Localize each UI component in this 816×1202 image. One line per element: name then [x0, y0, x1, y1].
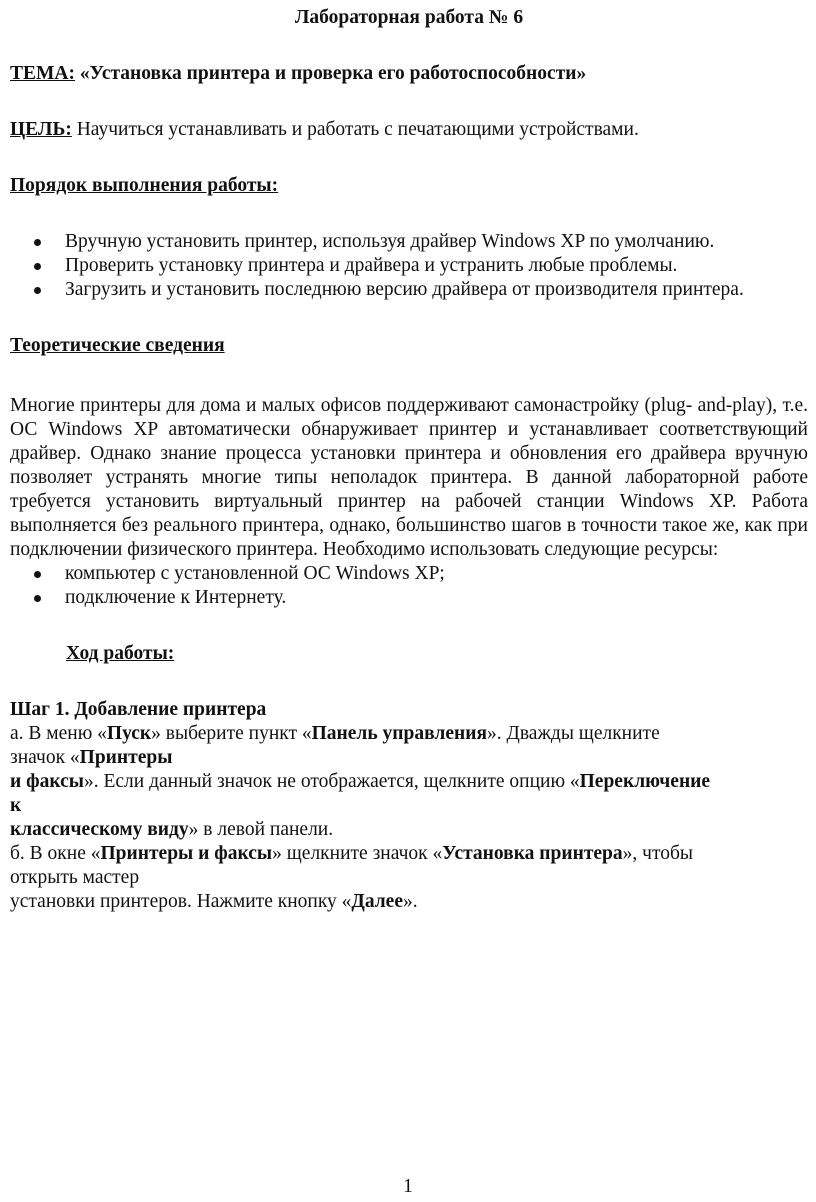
theory-paragraph: Многие принтеры для дома и малых офисов поддерживают самонастройку (plug- and-play), т.е. ОС Windows XP автоматически обнаруживает принтер и устанавливает соответствующий драйвер. Однако знание процесса установки принтера и обновления его драйвера вручную позволяет устранять многие типы неполадок принтера. В данной лабораторной работе требуется установить виртуальный принтер на рабочей станции Windows XP. Работа выполняется без реального принтера, однако, большинство шагов в точности такое же, как при подключении физического принтера. Необходимо использовать следующие ресурсы: [10, 395, 808, 560]
bullet-icon [34, 239, 41, 246]
list-item: компьютер с установленной ОС Windows XP; [10, 562, 808, 586]
page-title: Лабораторная работа № 6 [294, 7, 524, 28]
bullet-icon [34, 595, 41, 602]
procedure-heading: Порядок выполнения работы: [10, 175, 279, 196]
step1-a: а. В меню «Пуск» выберите пункт «Панель управления». Дважды щелкните значок «Принтеры и факсы». Если данный значок не отображается, щелкните опцию «Переключение к классическому виду» в левой панели. [10, 723, 711, 840]
goal-label: ЦЕЛЬ: [10, 119, 72, 140]
goal-text: Научиться устанавливать и работать с печатающими устройствами. [76, 119, 639, 140]
bullet-icon [34, 571, 41, 578]
list-item: Проверить установку принтера и драйвера и устранить любые проблемы. [10, 254, 808, 278]
document-page [10, 6, 808, 914]
step1-b: б. В окне «Принтеры и факсы» щелкните значок «Установка принтера», чтобы открыть мастер установки принтеров. Нажмите кнопку «Далее». [10, 843, 694, 912]
goal-line [10, 118, 808, 142]
workflow-heading: Ход работы: [66, 643, 175, 664]
resources-list [10, 562, 808, 610]
bullet-icon [34, 263, 41, 270]
procedure-list [10, 230, 808, 302]
theory-heading: Теоретические сведения [10, 335, 225, 356]
list-item: подключение к Интернету. [10, 586, 808, 610]
topic-text: «Установка принтера и проверка его работоспособности» [79, 63, 587, 84]
bullet-icon [34, 287, 41, 294]
step1-heading: Шаг 1. Добавление принтера [10, 699, 267, 720]
topic-label: ТЕМА: [10, 63, 75, 84]
page-number: 1 [403, 1176, 413, 1197]
topic-line [10, 62, 808, 86]
list-item: Загрузить и установить последнюю версию драйвера от производителя принтера. [10, 278, 808, 302]
list-item: Вручную установить принтер, используя драйвер Windows XP по умолчанию. [10, 230, 808, 254]
